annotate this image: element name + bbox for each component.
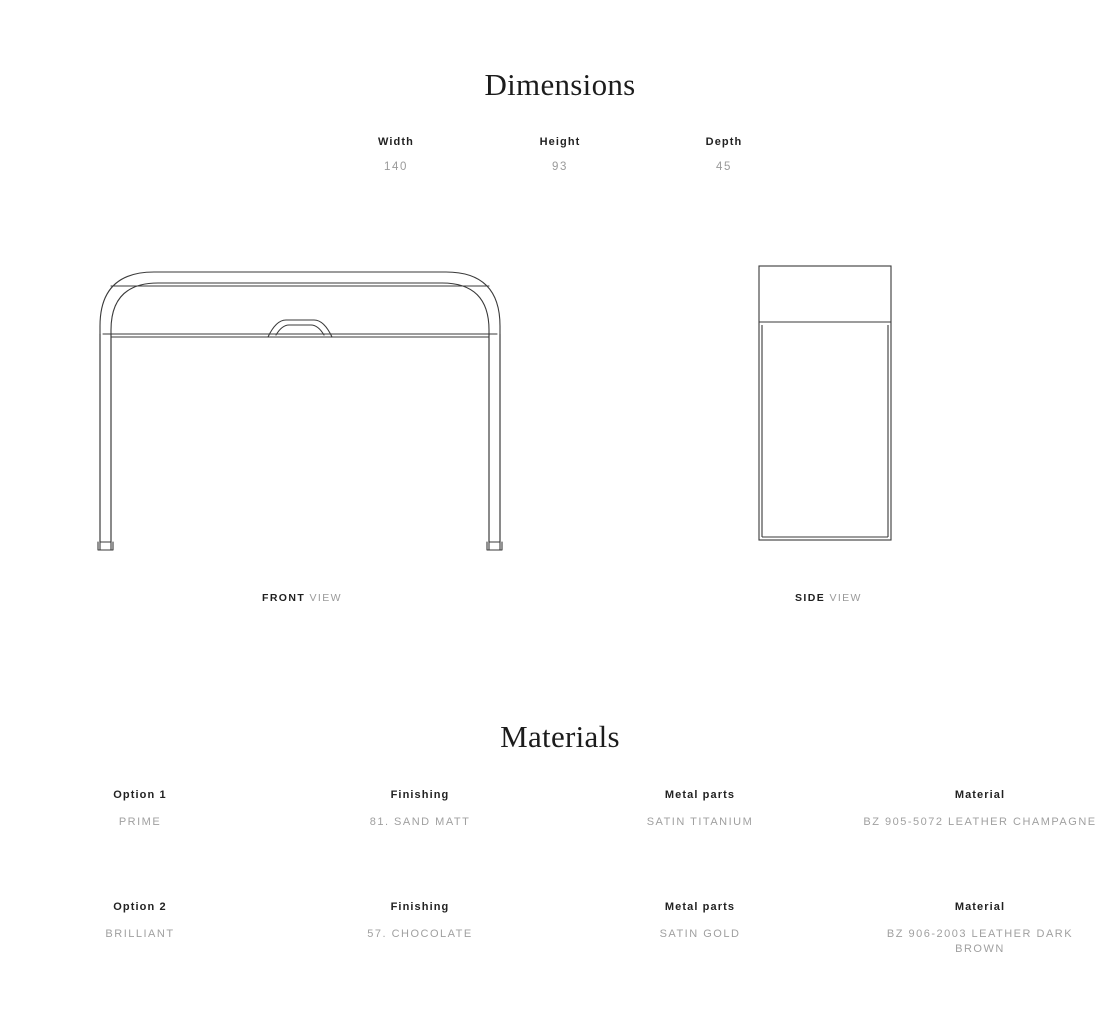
- dimension-width-label: Width: [378, 136, 414, 148]
- material-material-cell: [840, 789, 1120, 830]
- material-metal-parts-label: Metal parts: [664, 789, 736, 801]
- material-metal-parts-cell: [560, 789, 840, 830]
- side-view-caption-light: VIEW: [829, 592, 862, 604]
- material-material-value: BZ 905-5072 LEATHER CHAMPAGNE: [863, 816, 1097, 828]
- material-finishing-label: Finishing: [390, 789, 450, 801]
- material-option-label: Option 1: [113, 789, 167, 801]
- front-view-caption-light: VIEW: [309, 592, 342, 604]
- dimension-width: [314, 136, 478, 173]
- material-finishing-value: 81. SAND MATT: [369, 816, 471, 828]
- material-material-label: Material: [954, 789, 1006, 801]
- material-option-cell: [0, 789, 280, 830]
- material-material-value: BZ 906-2003 LEATHER DARK BROWN: [886, 928, 1074, 955]
- material-material-label: Material: [954, 901, 1006, 913]
- dimension-height-value: 93: [552, 161, 568, 173]
- dimension-height-label: Height: [539, 136, 581, 148]
- material-option-label: Option 2: [113, 901, 167, 913]
- material-material-cell: [840, 901, 1120, 957]
- material-metal-parts-value: SATIN GOLD: [659, 928, 741, 940]
- side-view-caption-strong: SIDE: [795, 592, 826, 604]
- material-metal-parts-value: SATIN TITANIUM: [646, 816, 754, 828]
- materials-row: [0, 901, 1120, 957]
- technical-drawings: [0, 240, 1120, 570]
- materials-row: [0, 789, 1120, 830]
- console-side-view-drawing: [735, 256, 925, 556]
- side-view-caption: [795, 592, 862, 604]
- materials-section-title: Materials: [500, 718, 620, 754]
- material-finishing-cell: [280, 901, 560, 957]
- dimension-depth-value: 45: [716, 161, 732, 173]
- material-metal-parts-label: Metal parts: [664, 901, 736, 913]
- console-front-view-drawing: [70, 250, 530, 560]
- material-option-value: BRILLIANT: [105, 928, 175, 940]
- material-option-cell: [0, 901, 280, 957]
- front-view-caption: [262, 592, 342, 604]
- dimension-width-value: 140: [384, 161, 408, 173]
- dimensions-spec-row: [0, 136, 1120, 173]
- dimension-depth: [642, 136, 806, 173]
- dimension-depth-label: Depth: [705, 136, 743, 148]
- front-view-caption-strong: FRONT: [262, 592, 306, 604]
- material-finishing-label: Finishing: [390, 901, 450, 913]
- material-option-value: PRIME: [118, 816, 162, 828]
- dimensions-section-title: Dimensions: [484, 66, 636, 102]
- dimension-height: [478, 136, 642, 173]
- material-metal-parts-cell: [560, 901, 840, 957]
- material-finishing-cell: [280, 789, 560, 830]
- material-finishing-value: 57. CHOCOLATE: [367, 928, 473, 940]
